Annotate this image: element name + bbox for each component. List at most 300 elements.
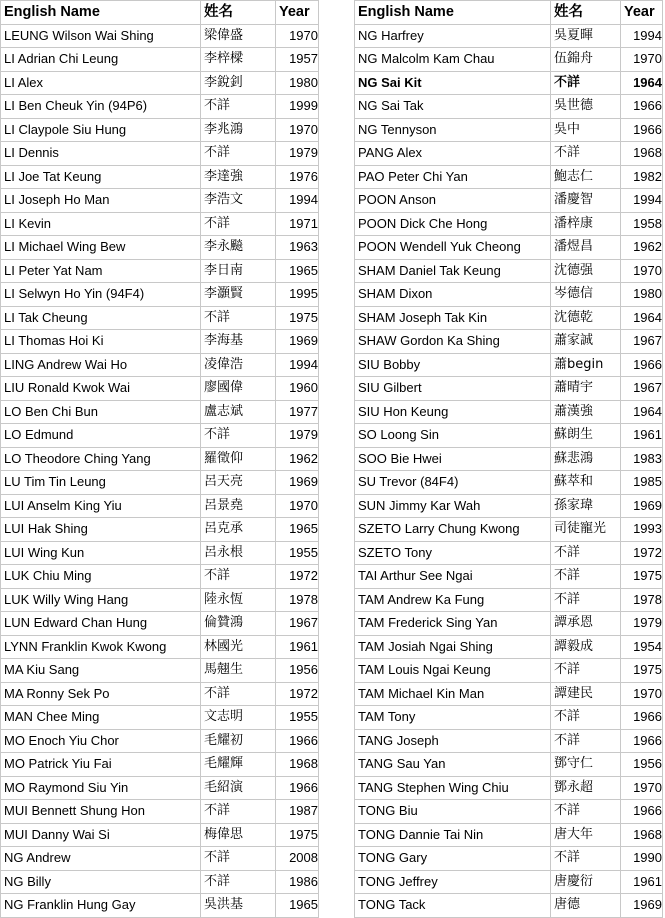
english-name-cell: LING Andrew Wai Ho xyxy=(1,353,201,377)
table-row xyxy=(355,682,663,706)
year-cell: 1969 xyxy=(621,494,663,518)
table-row xyxy=(355,776,663,800)
english-name-cell: TAM Andrew Ka Fung xyxy=(355,588,551,612)
table-row xyxy=(355,800,663,824)
table-row xyxy=(1,494,319,518)
chinese-name-cell: 吳洪基 xyxy=(201,894,276,918)
year-cell: 1962 xyxy=(621,236,663,260)
year-cell: 1966 xyxy=(276,729,319,753)
table-row xyxy=(1,565,319,589)
chinese-name-cell: 不詳 xyxy=(201,306,276,330)
english-name-cell: LI Alex xyxy=(1,71,201,95)
chinese-name-cell: 蘇萃和 xyxy=(551,471,621,495)
year-cell: 1977 xyxy=(276,400,319,424)
chinese-name-cell: 孫家瑋 xyxy=(551,494,621,518)
year-cell: 1965 xyxy=(276,259,319,283)
english-name-cell: TONG Jeffrey xyxy=(355,870,551,894)
year-cell: 1979 xyxy=(621,612,663,636)
table-row xyxy=(355,588,663,612)
chinese-name-cell: 呂天亮 xyxy=(201,471,276,495)
table-row xyxy=(1,541,319,565)
year-cell: 1986 xyxy=(276,870,319,894)
header-row xyxy=(355,1,663,25)
table-row xyxy=(1,353,319,377)
chinese-name-cell: 凌偉浩 xyxy=(201,353,276,377)
chinese-name-cell: 梅偉思 xyxy=(201,823,276,847)
table-row xyxy=(355,706,663,730)
table-row xyxy=(1,894,319,918)
chinese-name-cell: 不詳 xyxy=(551,847,621,871)
chinese-name-cell: 不詳 xyxy=(201,424,276,448)
chinese-name-cell: 不詳 xyxy=(551,71,621,95)
year-cell: 1976 xyxy=(276,165,319,189)
chinese-name-cell: 唐大年 xyxy=(551,823,621,847)
table-row xyxy=(1,588,319,612)
table-row xyxy=(355,283,663,307)
year-cell: 1963 xyxy=(276,236,319,260)
year-cell: 1967 xyxy=(276,612,319,636)
table-row xyxy=(1,95,319,119)
table-row xyxy=(355,753,663,777)
year-cell: 1990 xyxy=(621,847,663,871)
english-name-cell: LI Ben Cheuk Yin (94P6) xyxy=(1,95,201,119)
chinese-name-cell: 呂景堯 xyxy=(201,494,276,518)
table-row xyxy=(355,95,663,119)
table-row xyxy=(355,823,663,847)
table-row xyxy=(355,353,663,377)
chinese-name-cell: 不詳 xyxy=(551,659,621,683)
header-chinese-name: 姓名 xyxy=(201,1,276,25)
english-name-cell: SO Loong Sin xyxy=(355,424,551,448)
english-name-cell: LO Ben Chi Bun xyxy=(1,400,201,424)
year-cell: 1975 xyxy=(276,306,319,330)
chinese-name-cell: 李銳釗 xyxy=(201,71,276,95)
chinese-name-cell: 潘梓康 xyxy=(551,212,621,236)
english-name-cell: LUK Chiu Ming xyxy=(1,565,201,589)
chinese-name-cell: 不詳 xyxy=(201,870,276,894)
chinese-name-cell: 陸永恆 xyxy=(201,588,276,612)
year-cell: 1970 xyxy=(276,118,319,142)
table-row xyxy=(355,847,663,871)
english-name-cell: POON Wendell Yuk Cheong xyxy=(355,236,551,260)
chinese-name-cell: 盧志斌 xyxy=(201,400,276,424)
english-name-cell: POON Dick Che Hong xyxy=(355,212,551,236)
year-cell: 1961 xyxy=(621,870,663,894)
english-name-cell: MO Raymond Siu Yin xyxy=(1,776,201,800)
table-row xyxy=(1,212,319,236)
year-cell: 1956 xyxy=(276,659,319,683)
year-cell: 1968 xyxy=(276,753,319,777)
year-cell: 1995 xyxy=(276,283,319,307)
english-name-cell: LU Tim Tin Leung xyxy=(1,471,201,495)
year-cell: 1961 xyxy=(276,635,319,659)
chinese-name-cell: 李浩文 xyxy=(201,189,276,213)
chinese-name-cell: 不詳 xyxy=(201,95,276,119)
year-cell: 1969 xyxy=(276,330,319,354)
english-name-cell: LI Kevin xyxy=(1,212,201,236)
year-cell: 1955 xyxy=(276,541,319,565)
chinese-name-cell: 呂永根 xyxy=(201,541,276,565)
english-name-cell: TAI Arthur See Ngai xyxy=(355,565,551,589)
english-name-cell: LI Tak Cheung xyxy=(1,306,201,330)
year-cell: 1966 xyxy=(276,776,319,800)
english-name-cell: TAM Frederick Sing Yan xyxy=(355,612,551,636)
chinese-name-cell: 文志明 xyxy=(201,706,276,730)
chinese-name-cell: 岑德信 xyxy=(551,283,621,307)
english-name-cell: PANG Alex xyxy=(355,142,551,166)
english-name-cell: NG Billy xyxy=(1,870,201,894)
chinese-name-cell: 不詳 xyxy=(551,706,621,730)
chinese-name-cell: 李梓樑 xyxy=(201,48,276,72)
chinese-name-cell: 廖國偉 xyxy=(201,377,276,401)
chinese-name-cell: 梁偉盛 xyxy=(201,24,276,48)
table-row xyxy=(355,424,663,448)
header-english-name: English Name xyxy=(1,1,201,25)
chinese-name-cell: 蘇悲鴻 xyxy=(551,447,621,471)
table-row xyxy=(1,753,319,777)
english-name-cell: LI Dennis xyxy=(1,142,201,166)
year-cell: 1957 xyxy=(276,48,319,72)
table-row xyxy=(355,236,663,260)
english-name-cell: LYNN Franklin Kwok Kwong xyxy=(1,635,201,659)
chinese-name-cell: 唐慶衍 xyxy=(551,870,621,894)
year-cell: 1954 xyxy=(621,635,663,659)
table-row xyxy=(1,189,319,213)
table-row xyxy=(355,894,663,918)
table-row xyxy=(1,283,319,307)
chinese-name-cell: 羅徵仰 xyxy=(201,447,276,471)
chinese-name-cell: 不詳 xyxy=(551,588,621,612)
english-name-cell: TONG Biu xyxy=(355,800,551,824)
english-name-cell: LUK Willy Wing Hang xyxy=(1,588,201,612)
chinese-name-cell: 鄧永超 xyxy=(551,776,621,800)
table-row xyxy=(355,165,663,189)
chinese-name-cell: 林國光 xyxy=(201,635,276,659)
english-name-cell: TAM Tony xyxy=(355,706,551,730)
year-cell: 1965 xyxy=(276,894,319,918)
english-name-cell: SHAM Joseph Tak Kin xyxy=(355,306,551,330)
chinese-name-cell: 譚毅成 xyxy=(551,635,621,659)
table-row xyxy=(1,729,319,753)
chinese-name-cell: 不詳 xyxy=(551,800,621,824)
english-name-cell: NG Sai Kit xyxy=(355,71,551,95)
chinese-name-cell: 不詳 xyxy=(551,729,621,753)
english-name-cell: MUI Danny Wai Si xyxy=(1,823,201,847)
year-cell: 1962 xyxy=(276,447,319,471)
english-name-cell: SIU Bobby xyxy=(355,353,551,377)
chinese-name-cell: 潘慶智 xyxy=(551,189,621,213)
table-row xyxy=(1,236,319,260)
english-name-cell: LI Selwyn Ho Yin (94F4) xyxy=(1,283,201,307)
english-name-cell: LI Peter Yat Nam xyxy=(1,259,201,283)
table-row xyxy=(355,471,663,495)
chinese-name-cell: 不詳 xyxy=(201,565,276,589)
english-name-cell: SHAW Gordon Ka Shing xyxy=(355,330,551,354)
year-cell: 1979 xyxy=(276,424,319,448)
table-row xyxy=(355,659,663,683)
table-row xyxy=(1,823,319,847)
chinese-name-cell: 吳中 xyxy=(551,118,621,142)
english-name-cell: MO Patrick Yiu Fai xyxy=(1,753,201,777)
year-cell: 1956 xyxy=(621,753,663,777)
english-name-cell: NG Franklin Hung Gay xyxy=(1,894,201,918)
year-cell: 1970 xyxy=(276,494,319,518)
chinese-name-cell: 不詳 xyxy=(201,142,276,166)
table-row xyxy=(355,377,663,401)
year-cell: 1967 xyxy=(621,377,663,401)
english-name-cell: SIU Gilbert xyxy=(355,377,551,401)
english-name-cell: TAM Louis Ngai Keung xyxy=(355,659,551,683)
table-row xyxy=(355,518,663,542)
table-row xyxy=(355,541,663,565)
table-row xyxy=(1,800,319,824)
table-row xyxy=(355,447,663,471)
english-name-cell: LUI Anselm King Yiu xyxy=(1,494,201,518)
table-row xyxy=(355,400,663,424)
table-row xyxy=(355,330,663,354)
table-row xyxy=(1,424,319,448)
english-name-cell: TANG Joseph xyxy=(355,729,551,753)
table-row xyxy=(355,612,663,636)
year-cell: 1965 xyxy=(276,518,319,542)
english-name-cell: NG Tennyson xyxy=(355,118,551,142)
year-cell: 1975 xyxy=(621,565,663,589)
chinese-name-cell: 馬翹生 xyxy=(201,659,276,683)
english-name-cell: LI Adrian Chi Leung xyxy=(1,48,201,72)
chinese-name-cell: 不詳 xyxy=(201,212,276,236)
year-cell: 1971 xyxy=(276,212,319,236)
english-name-cell: SHAM Daniel Tak Keung xyxy=(355,259,551,283)
year-cell: 1966 xyxy=(621,729,663,753)
year-cell: 1955 xyxy=(276,706,319,730)
chinese-name-cell: 不詳 xyxy=(551,142,621,166)
table-row xyxy=(355,306,663,330)
table-row xyxy=(1,847,319,871)
table-row xyxy=(1,471,319,495)
chinese-name-cell: 鮑志仁 xyxy=(551,165,621,189)
english-name-cell: NG Harfrey xyxy=(355,24,551,48)
table-row xyxy=(1,612,319,636)
english-name-cell: TONG Tack xyxy=(355,894,551,918)
year-cell: 1970 xyxy=(621,776,663,800)
english-name-cell: SOO Bie Hwei xyxy=(355,447,551,471)
english-name-cell: SU Trevor (84F4) xyxy=(355,471,551,495)
english-name-cell: LEUNG Wilson Wai Shing xyxy=(1,24,201,48)
year-cell: 1966 xyxy=(621,95,663,119)
english-name-cell: LUI Wing Kun xyxy=(1,541,201,565)
table-row xyxy=(355,259,663,283)
table-row xyxy=(1,142,319,166)
year-cell: 1970 xyxy=(621,682,663,706)
table-row xyxy=(355,729,663,753)
english-name-cell: SUN Jimmy Kar Wah xyxy=(355,494,551,518)
chinese-name-cell: 蕭晴宇 xyxy=(551,377,621,401)
chinese-name-cell: 李永飈 xyxy=(201,236,276,260)
chinese-name-cell: 呂克承 xyxy=(201,518,276,542)
english-name-cell: LO Edmund xyxy=(1,424,201,448)
chinese-name-cell: 蕭家誠 xyxy=(551,330,621,354)
chinese-name-cell: 司徒寵光 xyxy=(551,518,621,542)
table-row xyxy=(1,377,319,401)
year-cell: 1966 xyxy=(621,800,663,824)
table-row xyxy=(1,306,319,330)
year-cell: 1972 xyxy=(276,565,319,589)
year-cell: 1975 xyxy=(276,823,319,847)
chinese-name-cell: 吳世德 xyxy=(551,95,621,119)
english-name-cell: MA Kiu Sang xyxy=(1,659,201,683)
table-row xyxy=(1,635,319,659)
year-cell: 1966 xyxy=(621,118,663,142)
english-name-cell: NG Sai Tak xyxy=(355,95,551,119)
table-row xyxy=(1,447,319,471)
table-row xyxy=(355,494,663,518)
table-row xyxy=(355,71,663,95)
table-row xyxy=(355,24,663,48)
english-name-cell: LI Joe Tat Keung xyxy=(1,165,201,189)
year-cell: 1970 xyxy=(621,259,663,283)
chinese-name-cell: 譚建民 xyxy=(551,682,621,706)
english-name-cell: MA Ronny Sek Po xyxy=(1,682,201,706)
chinese-name-cell: 不詳 xyxy=(551,541,621,565)
table-row xyxy=(355,189,663,213)
english-name-cell: POON Anson xyxy=(355,189,551,213)
right-name-table xyxy=(354,0,663,918)
english-name-cell: TANG Sau Yan xyxy=(355,753,551,777)
chinese-name-cell: 譚承恩 xyxy=(551,612,621,636)
left-name-table xyxy=(0,0,319,918)
table-row xyxy=(1,24,319,48)
year-cell: 1964 xyxy=(621,71,663,95)
table-row xyxy=(355,48,663,72)
year-cell: 1980 xyxy=(276,71,319,95)
table-row xyxy=(1,870,319,894)
year-cell: 1970 xyxy=(276,24,319,48)
table-row xyxy=(1,48,319,72)
year-cell: 1970 xyxy=(621,48,663,72)
english-name-cell: SHAM Dixon xyxy=(355,283,551,307)
english-name-cell: TONG Dannie Tai Nin xyxy=(355,823,551,847)
year-cell: 1968 xyxy=(621,142,663,166)
english-name-cell: SZETO Larry Chung Kwong xyxy=(355,518,551,542)
chinese-name-cell: 不詳 xyxy=(201,847,276,871)
year-cell: 1958 xyxy=(621,212,663,236)
chinese-name-cell: 毛紹演 xyxy=(201,776,276,800)
year-cell: 1985 xyxy=(621,471,663,495)
year-cell: 1994 xyxy=(621,24,663,48)
chinese-name-cell: 沈德乾 xyxy=(551,306,621,330)
chinese-name-cell: 鄧守仁 xyxy=(551,753,621,777)
chinese-name-cell: 唐德 xyxy=(551,894,621,918)
year-cell: 1980 xyxy=(621,283,663,307)
table-row xyxy=(355,565,663,589)
year-cell: 1964 xyxy=(621,400,663,424)
year-cell: 1994 xyxy=(276,189,319,213)
chinese-name-cell: 李達強 xyxy=(201,165,276,189)
chinese-name-cell: 不詳 xyxy=(551,565,621,589)
table-row xyxy=(1,659,319,683)
year-cell: 1982 xyxy=(621,165,663,189)
year-cell: 1960 xyxy=(276,377,319,401)
english-name-cell: LO Theodore Ching Yang xyxy=(1,447,201,471)
table-row xyxy=(355,870,663,894)
english-name-cell: TAM Michael Kin Man xyxy=(355,682,551,706)
year-cell: 1966 xyxy=(621,353,663,377)
year-cell: 1983 xyxy=(621,447,663,471)
header-chinese-name: 姓名 xyxy=(551,1,621,25)
chinese-name-cell: 倫贊鴻 xyxy=(201,612,276,636)
year-cell: 1975 xyxy=(621,659,663,683)
year-cell: 1969 xyxy=(276,471,319,495)
year-cell: 1966 xyxy=(621,706,663,730)
year-cell: 1967 xyxy=(621,330,663,354)
year-cell: 1993 xyxy=(621,518,663,542)
table-row xyxy=(1,71,319,95)
table-row xyxy=(1,400,319,424)
chinese-name-cell: 李兆鴻 xyxy=(201,118,276,142)
english-name-cell: NG Malcolm Kam Chau xyxy=(355,48,551,72)
year-cell: 1999 xyxy=(276,95,319,119)
english-name-cell: LI Thomas Hoi Ki xyxy=(1,330,201,354)
english-name-cell: SZETO Tony xyxy=(355,541,551,565)
year-cell: 1972 xyxy=(621,541,663,565)
table-row xyxy=(1,706,319,730)
chinese-name-cell: 蕭漢強 xyxy=(551,400,621,424)
header-year: Year xyxy=(621,1,663,25)
english-name-cell: LUN Edward Chan Hung xyxy=(1,612,201,636)
english-name-cell: MUI Bennett Shung Hon xyxy=(1,800,201,824)
year-cell: 1994 xyxy=(621,189,663,213)
table-row xyxy=(355,635,663,659)
english-name-cell: LI Michael Wing Bew xyxy=(1,236,201,260)
year-cell: 1979 xyxy=(276,142,319,166)
table-row xyxy=(1,118,319,142)
header-year: Year xyxy=(276,1,319,25)
english-name-cell: LI Joseph Ho Man xyxy=(1,189,201,213)
table-row xyxy=(1,776,319,800)
chinese-name-cell: 不詳 xyxy=(201,800,276,824)
table-row xyxy=(355,212,663,236)
english-name-cell: LI Claypole Siu Hung xyxy=(1,118,201,142)
year-cell: 1964 xyxy=(621,306,663,330)
chinese-name-cell: 李日南 xyxy=(201,259,276,283)
chinese-name-cell: 伍錦舟 xyxy=(551,48,621,72)
year-cell: 1987 xyxy=(276,800,319,824)
year-cell: 1978 xyxy=(621,588,663,612)
english-name-cell: LUI Hak Shing xyxy=(1,518,201,542)
english-name-cell: SIU Hon Keung xyxy=(355,400,551,424)
english-name-cell: TONG Gary xyxy=(355,847,551,871)
table-row xyxy=(1,165,319,189)
chinese-name-cell: 蕭begin xyxy=(551,353,621,377)
english-name-cell: MO Enoch Yiu Chor xyxy=(1,729,201,753)
chinese-name-cell: 毛耀輝 xyxy=(201,753,276,777)
header-row xyxy=(1,1,319,25)
table-row xyxy=(1,259,319,283)
chinese-name-cell: 沈德强 xyxy=(551,259,621,283)
chinese-name-cell: 李灝賢 xyxy=(201,283,276,307)
year-cell: 1961 xyxy=(621,424,663,448)
table-row xyxy=(1,682,319,706)
english-name-cell: PAO Peter Chi Yan xyxy=(355,165,551,189)
chinese-name-cell: 毛耀初 xyxy=(201,729,276,753)
english-name-cell: NG Andrew xyxy=(1,847,201,871)
year-cell: 1978 xyxy=(276,588,319,612)
table-row xyxy=(1,330,319,354)
table-row xyxy=(355,142,663,166)
header-english-name: English Name xyxy=(355,1,551,25)
table-row xyxy=(1,518,319,542)
english-name-cell: MAN Chee Ming xyxy=(1,706,201,730)
